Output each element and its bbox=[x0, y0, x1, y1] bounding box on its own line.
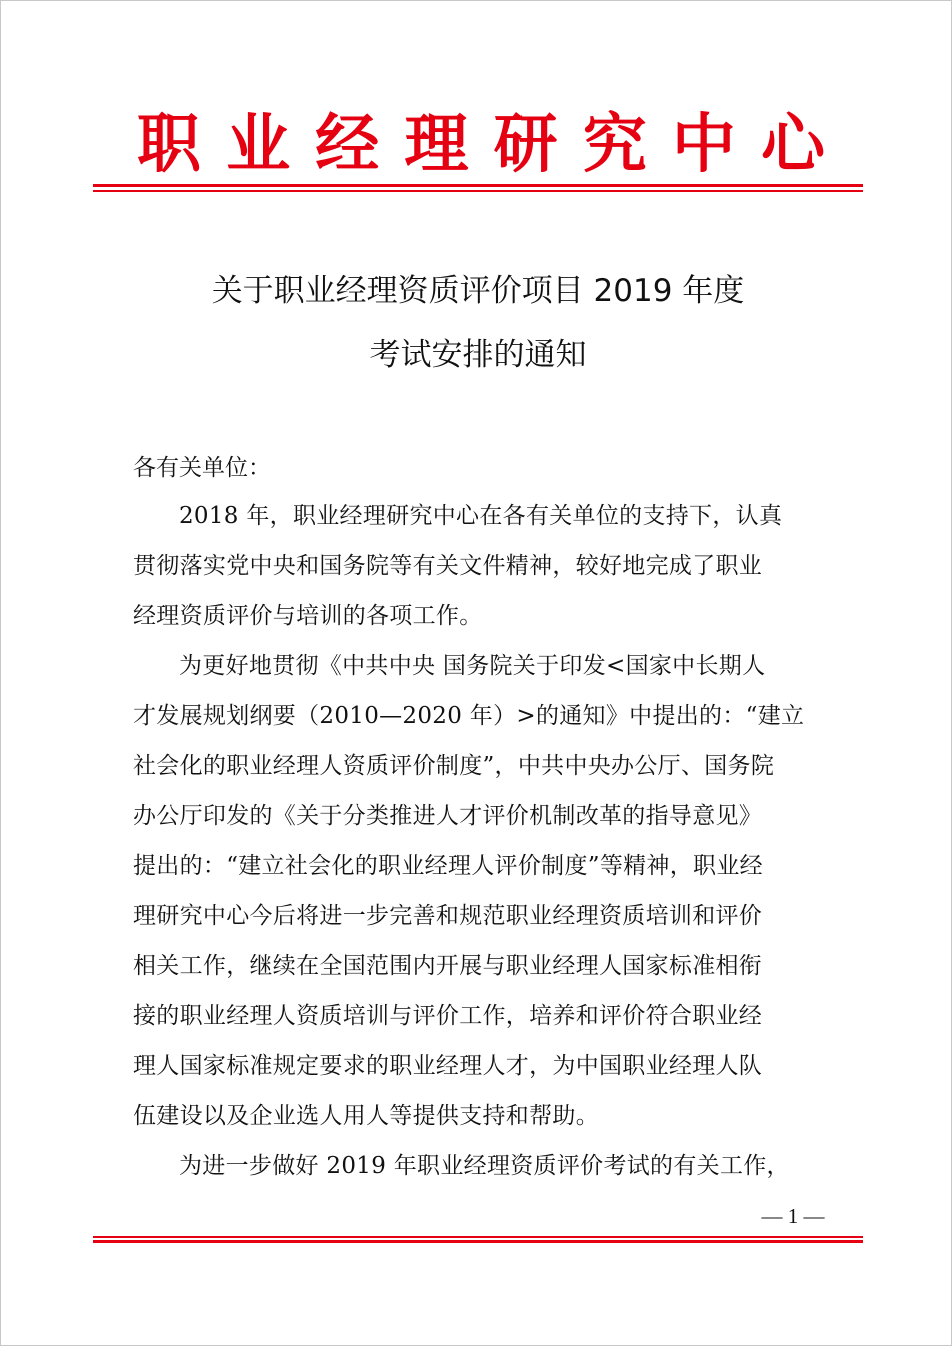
masthead-char: 究 bbox=[582, 107, 647, 182]
paragraph-line: 理研究中心今后将进一步完善和规范职业经理资质培训和评价 bbox=[133, 903, 763, 929]
salutation: 各有关单位： bbox=[133, 455, 271, 481]
paragraph-line: 相关工作，继续在全国范围内开展与职业经理人国家标准相衔 bbox=[133, 953, 763, 979]
paragraph-line: 理人国家标准规定要求的职业经理人才，为中国职业经理人队 bbox=[133, 1053, 763, 1079]
masthead-char: 中 bbox=[671, 107, 736, 182]
masthead-char: 研 bbox=[493, 107, 558, 182]
paragraph-2 bbox=[133, 641, 833, 1141]
paragraph-line: 伍建设以及企业选人用人等提供支持和帮助。 bbox=[133, 1103, 599, 1129]
paragraph-line: 2018 年，职业经理研究中心在各有关单位的支持下，认真 bbox=[179, 503, 783, 529]
footer-divider-thick bbox=[93, 1240, 863, 1243]
paragraph-1 bbox=[133, 491, 833, 641]
masthead-char: 经 bbox=[315, 107, 380, 182]
masthead-title bbox=[93, 105, 863, 185]
masthead-char: 业 bbox=[226, 107, 291, 182]
paragraph-3 bbox=[133, 1141, 833, 1191]
paragraph-line: 社会化的职业经理人资质评价制度”，中共中央办公厅、国务院 bbox=[133, 753, 775, 779]
document-title-line-2: 考试安排的通知 bbox=[369, 337, 587, 373]
masthead-char: 心 bbox=[760, 107, 825, 182]
paragraph-line: 为更好地贯彻《中共中央 国务院关于印发<国家中长期人 bbox=[179, 653, 766, 679]
page-number: — 1 — bbox=[761, 1204, 825, 1228]
masthead-divider-thin bbox=[93, 190, 863, 192]
masthead-char: 理 bbox=[404, 107, 469, 182]
document-title-line-1: 关于职业经理资质评价项目 2019 年度 bbox=[211, 273, 745, 309]
paragraph-line: 接的职业经理人资质培训与评价工作，培养和评价符合职业经 bbox=[133, 1003, 763, 1029]
footer-divider-thin bbox=[93, 1236, 863, 1238]
paragraph-line: 经理资质评价与培训的各项工作。 bbox=[133, 603, 483, 629]
paragraph-line: 才发展规划纲要（2010—2020 年）>的通知》中提出的：“建立 bbox=[133, 703, 805, 729]
paragraph-line: 贯彻落实党中央和国务院等有关文件精神，较好地完成了职业 bbox=[133, 553, 763, 579]
masthead-char: 职 bbox=[137, 107, 201, 182]
paragraph-line: 办公厅印发的《关于分类推进人才评价机制改革的指导意见》 bbox=[133, 803, 763, 829]
masthead-divider-thick bbox=[93, 184, 863, 187]
paragraph-line: 提出的：“建立社会化的职业经理人评价制度”等精神，职业经 bbox=[133, 853, 763, 879]
paragraph-line: 为进一步做好 2019 年职业经理资质评价考试的有关工作， bbox=[179, 1153, 790, 1179]
